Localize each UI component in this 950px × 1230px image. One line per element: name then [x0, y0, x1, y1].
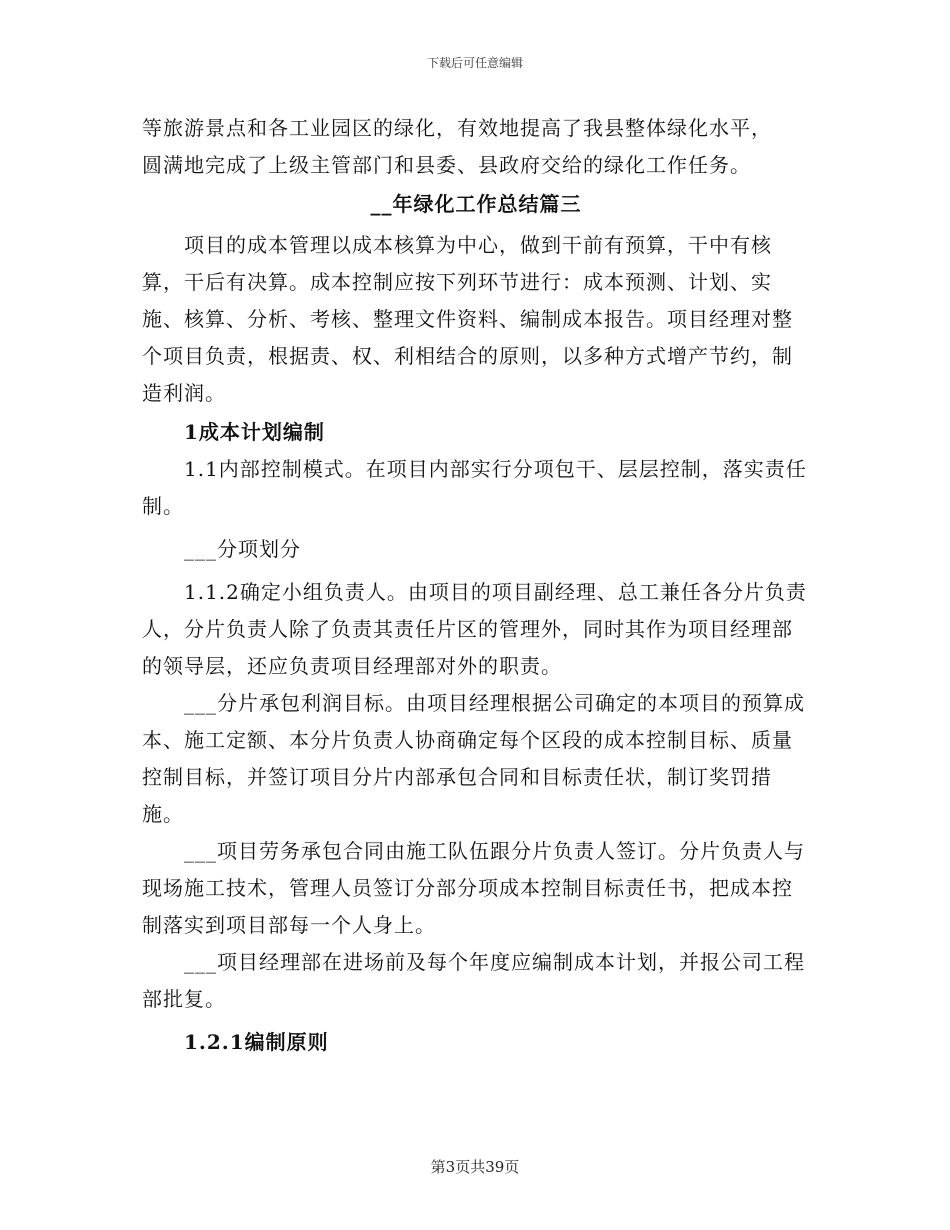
paragraph-blank-3: ___项目劳务承包合同由施工队伍跟分片负责人签订。分片负责人与现场施工技术，管理人员签订分部分项成本控制目标责任书，把成本控制落实到项目部每一个人身上。 [142, 839, 805, 937]
section-title: __年绿化工作总结篇三 [370, 192, 582, 216]
continuation-line-1: 等旅游景点和各工业园区的绿化，有效地提高了我县整体绿化水平， [142, 116, 772, 140]
paragraph-1-1: 1.1内部控制模式。在项目内部实行分项包干、层层控制，落实责任制。 [142, 457, 807, 518]
document-body [142, 110, 810, 1061]
download-note: 下载后可任意编辑 [426, 56, 523, 70]
page-number: 第3页共39页 [430, 1158, 520, 1176]
intro-paragraph: 项目的成本管理以成本核算为中心，做到干前有预算，干中有核算，干后有决算。成本控制应按下列环节进行：成本预测、计划、实施、核算、分析、考核、整理文件资料、编制成本报告。项目经理对整个项目负责，根据责、权、利相结合的原则，以多种方式增产节约，制造利润。 [142, 233, 793, 405]
heading-principles: 1.2.1编制原则 [184, 1030, 329, 1054]
paragraph-blank-4: ___项目经理部在进场前及每个年度应编制成本计划，并报公司工程部批复。 [142, 950, 805, 1011]
paragraph-blank-2: ___分片承包利润目标。由项目经理根据公司确定的本项目的预算成本、施工定额、本分片负责人协商确定每个区段的成本控制目标、质量控制目标，并签订项目分片内部承包合同和目标责任状，制订奖罚措施。 [142, 691, 805, 826]
paragraph-blank-1: ___分项划分 [184, 537, 301, 561]
continuation-line-2: 圆满地完成了上级主管部门和县委、县政府交给的绿化工作任务。 [142, 153, 751, 177]
paragraph-1-1-2: 1.1.2确定小组负责人。由项目的项目副经理、总工兼任各分片负责人，分片负责人除了负责其责任片区的管理外，同时其作为项目经理部的领导层，还应负责项目经理部对外的职责。 [142, 580, 807, 678]
heading-cost-plan: 1成本计划编制 [184, 420, 325, 444]
